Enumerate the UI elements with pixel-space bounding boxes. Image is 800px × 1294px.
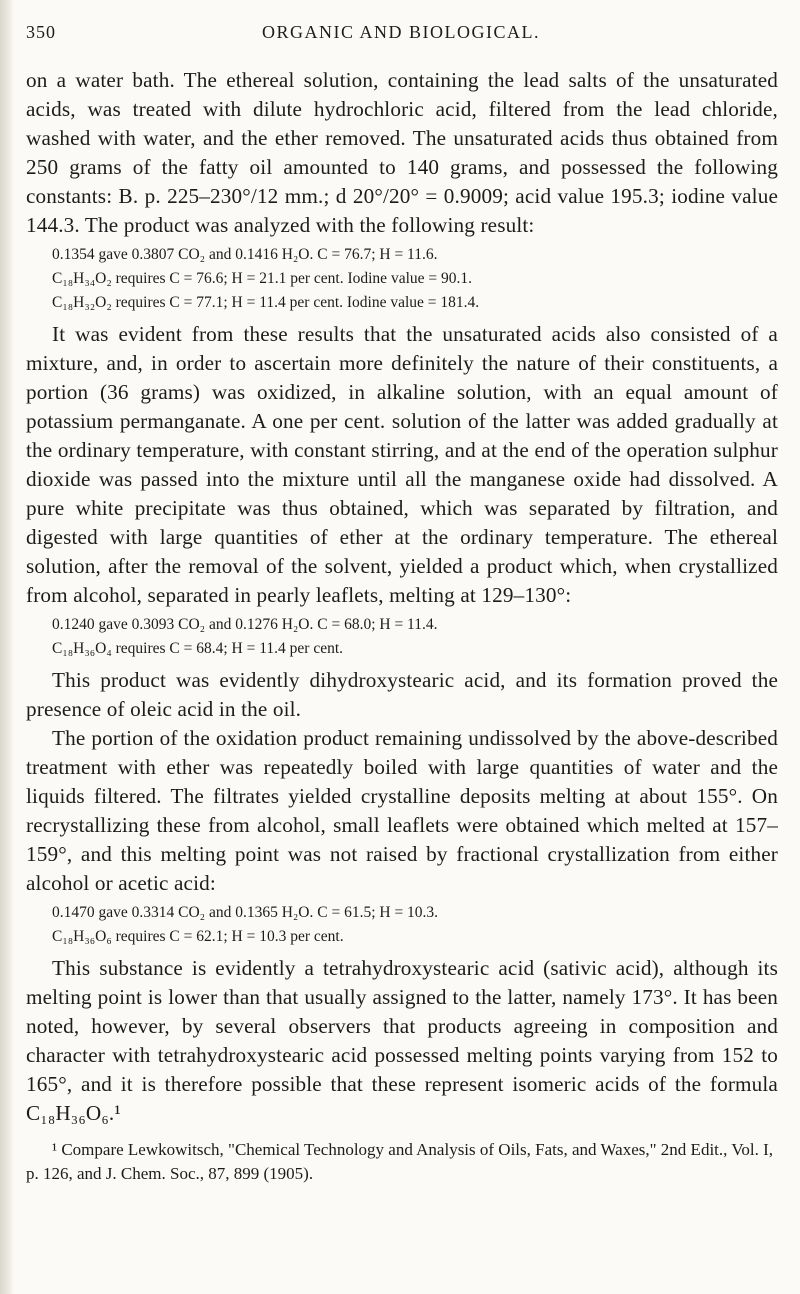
paragraph-1: on a water bath. The ethereal solution, containing the lead salts of the unsaturated acids, was treated with dilute hydrochloric acid, filtered from the lead chloride, washed with water, and the ether removed. The unsaturated acids thus obtained from 250 grams of the fatty oil amounted to 140 grams, and possessed the following constants: B. p. 225–230°/12 mm.; d 20°/20° = 0.9009; acid value 195.3; iodine value 144.3. The product was analyzed with the following result: <box>26 68 778 237</box>
analysis-line: C₁₈H₃₆O₄ requires C = 68.4; H = 11.4 per cent. <box>52 640 344 657</box>
analysis-line: C₁₈H₃₄O₂ requires C = 76.6; H = 21.1 per cent. Iodine value = 90.1. <box>52 270 472 287</box>
paragraph-4: The portion of the oxidation product remaining undissolved by the above-described treatment with ether was repeatedly boiled with large quantities of water and the liquids filtered. The filtrates yielded crystalline deposits melting at about 155°. On recrystallizing these from alcohol, small leaflets were obtained which melted at 157–159°, and this melting point was not raised by fractional crystallization from either alcohol or acetic acid: <box>26 726 778 895</box>
page-number: 350 <box>26 22 56 42</box>
paragraph-2: It was evident from these results that the unsaturated acids also consisted of a mixture, and, in order to ascertain more definitely the nature of their constituents, a portion (36 grams) was oxidized, in alkaline solution, with an equal amount of potassium permanganate. A one per cent. solution of the latter was added gradually at the ordinary temperature, with constant stirring, and at the end of the operation sulphur dioxide was passed into the mixture until all the manganese oxide had dissolved. A pure white precipitate was thus obtained, which was separated by filtration, and digested with large quantities of ether at the ordinary temperature. The ethereal solution, after the removal of the solvent, yielded a product which, when crystallized from alcohol, separated in pearly leaflets, melting at 129–130°: <box>26 322 778 607</box>
analysis-line: 0.1470 gave 0.3314 CO₂ and 0.1365 H₂O. C = 61.5; H = 10.3. <box>52 904 439 921</box>
analysis-block-1 <box>52 243 778 315</box>
paragraph-5: This substance is evidently a tetrahydroxystearic acid (sativic acid), although its melting point is lower than that usually assigned to the latter, namely 173°. It has been noted, however, by several observers that products agreeing in composition and character with tetrahydroxystearic acid possessed melting points varying from 152 to 165°, and it is therefore possible that these represent isomeric acids of the formula C₁₈H₃₆O₆.¹ <box>26 956 778 1125</box>
analysis-line: C₁₈H₃₆O₆ requires C = 62.1; H = 10.3 per cent. <box>52 928 344 945</box>
analysis-block-2 <box>52 613 778 661</box>
paragraph-3: This product was evidently dihydroxystearic acid, and its formation proved the presence of oleic acid in the oil. <box>26 668 778 721</box>
page-header <box>26 22 778 52</box>
footnote: ¹ Compare Lewkowitsch, "Chemical Technology and Analysis of Oils, Fats, and Waxes," 2nd Edit., Vol. I, p. 126, and J. Chem. Soc., 87, 899 (1905). <box>26 1140 774 1183</box>
running-title: ORGANIC AND BIOLOGICAL. <box>262 22 540 42</box>
book-page <box>26 22 778 1186</box>
analysis-line: 0.1354 gave 0.3807 CO₂ and 0.1416 H₂O. C = 76.7; H = 11.6. <box>52 246 438 263</box>
analysis-line: C₁₈H₃₂O₂ requires C = 77.1; H = 11.4 per cent. Iodine value = 181.4. <box>52 294 480 311</box>
analysis-block-3 <box>52 901 778 949</box>
analysis-line: 0.1240 gave 0.3093 CO₂ and 0.1276 H₂O. C = 68.0; H = 11.4. <box>52 616 438 633</box>
page-binding-edge <box>0 0 14 1294</box>
